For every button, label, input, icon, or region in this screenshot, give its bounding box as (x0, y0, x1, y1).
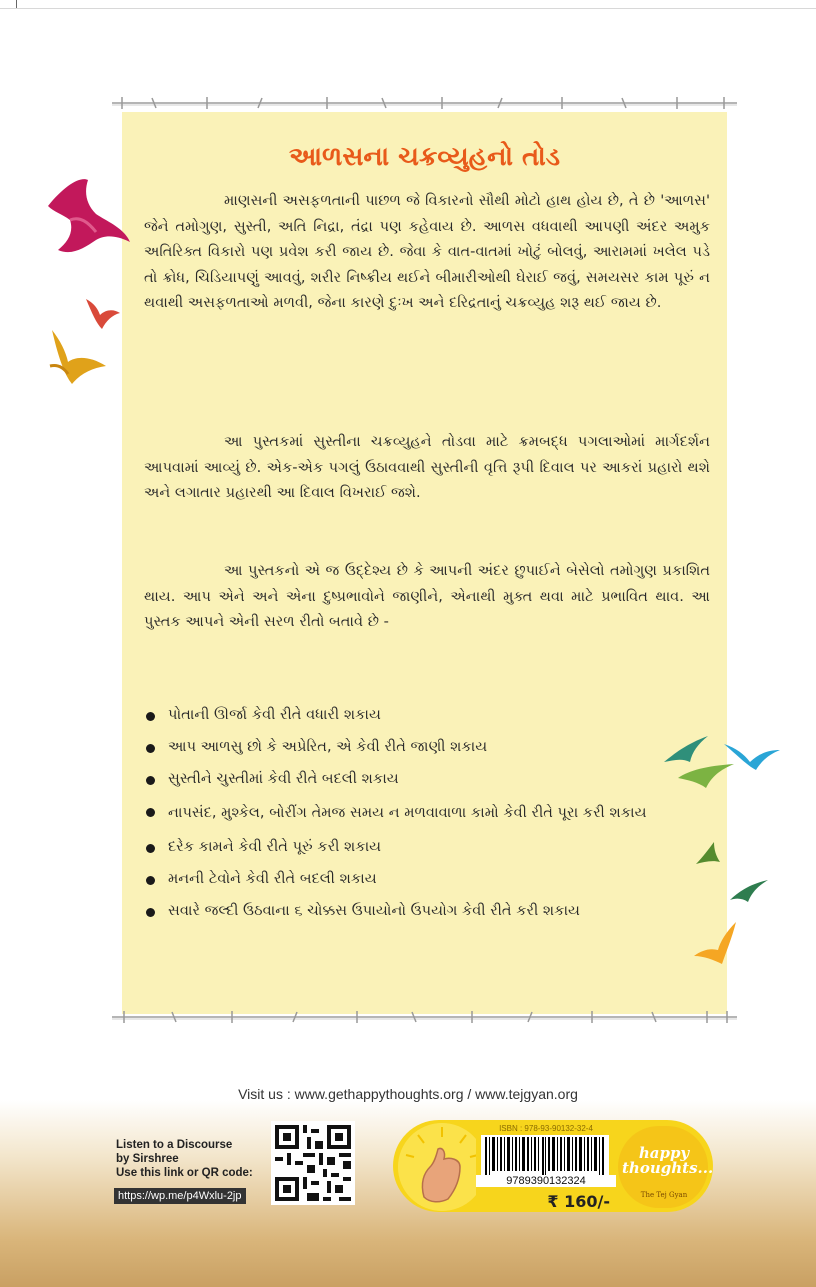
visit-us-text: Visit us : www.gethappythoughts.org / www.tejgyan.org (238, 1086, 578, 1102)
bottom-ornament-border (112, 1010, 737, 1024)
darkgreen-bird-icon (728, 876, 770, 904)
top-rule (0, 8, 816, 9)
discourse-link[interactable]: https://wp.me/p4Wxlu-2jp (114, 1188, 246, 1204)
listen-text (116, 1138, 266, 1180)
thumbs-up-hand-icon (398, 1123, 486, 1211)
isbn-label: ISBN : 978-93-90132-32-4 (499, 1124, 593, 1133)
list-item: પોતાની ઊર્જા કેવી રીતે વધારી શકાય (144, 700, 714, 730)
small-green-bird-icon (694, 840, 722, 868)
listen-line-2: by Sirshree (116, 1153, 179, 1165)
price-label: ₹ 160/- (547, 1192, 610, 1211)
logo-subtitle: The Tej Gyan (640, 1191, 688, 1199)
barcode-icon (481, 1135, 609, 1175)
orange-bird-icon (692, 920, 740, 966)
list-item: સવારે જલ્દી ઉઠવાના ૬ ચોક્કસ ઉપાયોનો ઉપયોગ કેવી રીતે કરી શકાય (144, 896, 714, 926)
top-tick (16, 0, 17, 8)
listen-line-3: Use this link or QR code: (116, 1167, 253, 1179)
listen-line-1: Listen to a Discourse (116, 1139, 233, 1151)
magenta-bird-icon (44, 176, 132, 258)
gold-bird-icon (46, 326, 108, 386)
green-bird-icon (676, 760, 736, 790)
list-item: મનની ટેવોને કેવી રીતે બદલી શકાય (144, 864, 714, 894)
top-ornament-border (112, 96, 737, 110)
qr-code-icon[interactable] (271, 1121, 355, 1205)
logo-line-2: thoughts... (622, 1159, 714, 1177)
logo-line-1: happy (638, 1144, 690, 1162)
paragraph-2: આ પુસ્તકમાં સુસ્તીના ચક્રવ્યુહને તોડવા માટે ક્રમબદ્ધ પગલાઓમાં માર્ગદર્શન આપવામાં આવ્યું છે. એક-એક પગલું ઉઠાવવાથી સુસ્તીની વૃત્તિ રૂપી દિવાલ પર આકરાં પ્રહારો થશે અને લગાતાર પ્રહારથી આ દિવાલ વિખરાઈ જશે. (144, 433, 710, 501)
list-item: નાપસંદ, મુશ્કેલ, બોરીંગ તેમજ સમય ન મળવાવાળા કામો કેવી રીતે પૂરા કરી શકાય (144, 796, 714, 830)
page-title: આળસના ચક્રવ્યુહનો તોડ (288, 142, 561, 172)
logo-text (622, 1144, 714, 1177)
list-item: દરેક કામને કેવી રીતે પૂરું કરી શકાય (144, 832, 714, 862)
paragraph-1: માણસની અસફળતાની પાછળ જે વિકારનો સૌથી મોટો હાથ હોય છે, તે છે 'આળસ' જેને તમોગુણ, સુસ્તી, અતિ નિદ્રા, તંદ્રા પણ કહેવાય છે. આળસ વધવાથી આપણી અંદર અમુક અતિરિક્ત વિકારો પણ પ્રવેશ કરી જાય છે. જેવા કે વાત-વાતમાં ખોટું બોલવું, આરામમાં ખલેલ પડે તો ક્રોધ, ચિડિયાપણું આવવું, શરીર નિષ્ક્રીય થઈને બીમારીઓથી ઘેરાઈ જવું, સમયસર કામ પૂરું ન થવાથી અસફળતાઓ મળવી, જેના કારણે દુઃખ અને દરિદ્રતાનું ચક્રવ્યુહ શરૂ થઈ જાય છે. (144, 192, 710, 311)
bullet-list (144, 700, 714, 928)
list-item: સુસ્તીને ચુસ્તીમાં કેવી રીતે બદલી શકાય (144, 764, 714, 794)
paragraph-3: આ પુસ્તકનો એ જ ઉદ્દેશ્ય છે કે આપની અંદર છુપાઈને બેસેલો તમોગુણ પ્રકાશિત થાય. આપ એને અને એના દુષ્પ્રભાવોને જાણીને, એનાથી મુક્ત થવા માટે પ્રભાવિત થાવ. આ પુસ્તક આપને એની સરળ રીતો બતાવે છે - (144, 562, 710, 630)
barcode-number: 9789390132324 (476, 1175, 616, 1187)
list-item: આપ આળસુ છો કે અપ્રેરિત, એ કેવી રીતે જાણી શકાય (144, 732, 714, 762)
